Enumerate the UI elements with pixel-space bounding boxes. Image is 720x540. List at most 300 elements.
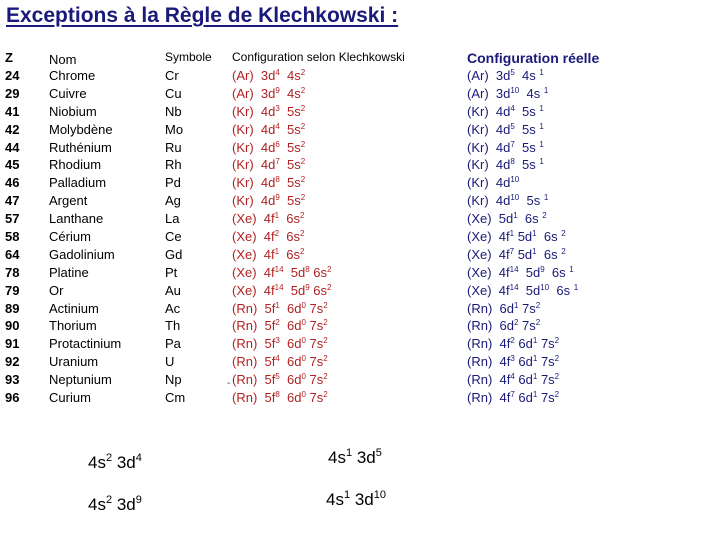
klechkowski-config xyxy=(232,317,331,335)
orbital-text: 5s xyxy=(514,157,540,173)
atomic-number: 45 xyxy=(5,157,20,173)
orbital-exponent: 2 xyxy=(300,85,306,95)
real-config xyxy=(467,371,578,389)
orbital-exponent: 0 xyxy=(301,354,306,364)
atomic-number: 91 xyxy=(5,336,20,352)
element-name: Or xyxy=(49,282,64,298)
orbital-exponent: 1 xyxy=(539,121,544,131)
orbital-exponent: 14 xyxy=(509,282,519,292)
config-exponent: 2 xyxy=(105,452,113,464)
orbital-text: 6d xyxy=(279,390,302,406)
klechkowski-config xyxy=(232,103,331,121)
element-name: Neptunium xyxy=(49,372,112,388)
orbital-text: 5s xyxy=(279,103,301,119)
orbital-text: 7s xyxy=(305,300,324,316)
real-config xyxy=(467,139,578,157)
real-config xyxy=(467,103,578,121)
orbital-text: 4s xyxy=(514,68,540,83)
element-name: Chrome xyxy=(49,68,96,83)
header-z: Z xyxy=(5,50,13,65)
orbital-exponent: 2 xyxy=(300,139,306,149)
orbital-exponent: 0 xyxy=(301,390,306,400)
orbital-exponent: 8 xyxy=(275,390,280,400)
element-name: Cuivre xyxy=(49,85,87,101)
orbital-exponent: 2 xyxy=(510,336,515,346)
config-base: 4s xyxy=(88,453,106,472)
orbital-text: (Rn) 5f xyxy=(232,372,276,388)
orbital-text: (Kr) 4d xyxy=(467,139,511,155)
orbital-text: (Kr) 4d xyxy=(232,139,276,155)
orbital-text: 5d xyxy=(283,282,306,298)
orbital-text: (Xe) 4f xyxy=(232,229,275,245)
column-reelle xyxy=(467,67,578,407)
orbital-text: 6d xyxy=(279,318,302,334)
orbital-exponent: 4 xyxy=(275,354,280,364)
real-config xyxy=(467,85,578,103)
orbital-exponent: 2 xyxy=(327,264,332,274)
orbital-exponent: 1 xyxy=(532,336,538,346)
real-config xyxy=(467,121,578,139)
orbital-text: 5d xyxy=(283,264,306,280)
orbital-text: 5d xyxy=(514,229,533,245)
atomic-number: 29 xyxy=(5,85,20,101)
orbital-exponent: 14 xyxy=(509,264,519,274)
orbital-exponent: 4 xyxy=(510,103,515,113)
orbital-exponent: 2 xyxy=(274,229,280,239)
column-z xyxy=(5,67,19,407)
orbital-text: 5s xyxy=(279,193,301,209)
orbital-exponent: 2 xyxy=(542,211,547,221)
config-exponent: 5 xyxy=(375,447,382,459)
orbital-exponent: 0 xyxy=(301,336,306,346)
klechkowski-config xyxy=(232,335,331,353)
orbital-exponent: 10 xyxy=(540,282,550,292)
atomic-number: 96 xyxy=(5,390,20,406)
orbital-text: 7s xyxy=(537,390,555,406)
orbital-text: (Kr) 4d xyxy=(232,157,276,173)
orbital-exponent: 6 xyxy=(275,139,280,149)
element-name: Thorium xyxy=(49,318,97,334)
klechkowski-config xyxy=(232,264,331,282)
real-config xyxy=(467,210,578,228)
orbital-exponent: 1 xyxy=(275,300,280,310)
orbital-exponent: 2 xyxy=(513,318,519,328)
orbital-exponent: 8 xyxy=(275,175,280,185)
element-symbol: Mo xyxy=(165,121,184,137)
orbital-text: (Xe) 4f xyxy=(467,229,510,245)
orbital-text: (Kr) 4d xyxy=(467,121,511,137)
orbital-exponent: 1 xyxy=(543,193,549,203)
element-symbol: Pa xyxy=(165,336,181,352)
orbital-exponent: 5 xyxy=(275,372,280,382)
element-symbol: Pd xyxy=(165,175,181,191)
atomic-number: 79 xyxy=(5,282,20,298)
element-name: Lanthane xyxy=(49,211,104,227)
orbital-exponent: 2 xyxy=(554,336,560,346)
orbital-exponent: 3 xyxy=(275,336,280,346)
orbital-text: 7s xyxy=(537,336,555,352)
orbital-text: (Rn) 4f xyxy=(467,390,511,406)
header-klechkowski: Configuration selon Klechkowski xyxy=(232,50,405,64)
element-symbol: La xyxy=(165,211,180,227)
element-symbol: Cm xyxy=(165,390,186,406)
orbital-text: (Xe) 4f xyxy=(232,264,275,280)
orbital-exponent: 9 xyxy=(275,193,280,203)
orbital-exponent: 1 xyxy=(532,390,538,400)
orbital-exponent: 2 xyxy=(554,390,560,400)
element-symbol: Cr xyxy=(165,68,179,83)
orbital-text: 6s xyxy=(279,246,301,262)
orbital-text: 7s xyxy=(305,354,324,370)
orbital-exponent: 1 xyxy=(513,211,518,221)
orbital-text: (Kr) 4d xyxy=(232,193,276,209)
config-exponent: 2 xyxy=(105,494,113,506)
orbital-text: (Xe) 4f xyxy=(232,246,275,262)
real-config xyxy=(467,228,578,246)
config-base: 3d xyxy=(112,453,136,472)
element-name: Actinium xyxy=(49,300,99,316)
klechkowski-config xyxy=(232,192,331,210)
header-reelle: Configuration réelle xyxy=(467,50,600,66)
real-config xyxy=(467,282,578,300)
orbital-text: (Ar) 3d xyxy=(232,68,276,83)
element-name: Molybdène xyxy=(49,121,113,137)
orbital-exponent: 2 xyxy=(535,300,541,310)
element-name: Niobium xyxy=(49,103,97,119)
orbital-exponent: 1 xyxy=(274,246,280,256)
orbital-text: 5s xyxy=(279,157,301,173)
orbital-exponent: 10 xyxy=(510,193,520,203)
orbital-text: (Ar) 3d xyxy=(232,85,276,101)
element-name: Cérium xyxy=(49,229,91,245)
orbital-exponent: 4 xyxy=(510,372,515,382)
column-klechkowski xyxy=(232,67,331,407)
orbital-exponent: 10 xyxy=(510,175,520,185)
orbital-text: 6d xyxy=(514,372,533,388)
real-config xyxy=(467,174,578,192)
orbital-exponent: 0 xyxy=(301,318,306,328)
element-name: Rhodium xyxy=(49,157,102,173)
element-name: Protactinium xyxy=(49,336,122,352)
atomic-number: 42 xyxy=(5,121,20,137)
orbital-text: 7s xyxy=(305,372,324,388)
klechkowski-config xyxy=(232,174,331,192)
orbital-exponent: 8 xyxy=(305,264,310,274)
orbital-exponent: 2 xyxy=(300,157,306,167)
column-nom xyxy=(49,67,121,407)
orbital-text: 7s xyxy=(305,390,324,406)
real-config xyxy=(467,264,578,282)
orbital-text: (Rn) 5f xyxy=(232,336,276,352)
orbital-exponent: 5 xyxy=(510,121,515,131)
orbital-exponent: 0 xyxy=(301,372,306,382)
orbital-text: (Ar) 3d xyxy=(467,85,511,101)
orbital-text: (Rn) 5f xyxy=(232,318,276,334)
orbital-text: 6s xyxy=(309,282,328,298)
orbital-text: 5d xyxy=(518,264,541,280)
config-label-2 xyxy=(328,448,382,468)
atomic-number: 92 xyxy=(5,354,20,370)
orbital-text: 6d xyxy=(279,372,302,388)
klechkowski-config xyxy=(232,246,331,264)
orbital-exponent: 1 xyxy=(532,372,538,382)
orbital-exponent: 2 xyxy=(323,390,328,400)
element-symbol: Cu xyxy=(165,85,182,101)
real-config xyxy=(467,246,578,264)
orbital-exponent: 2 xyxy=(300,246,305,256)
page-title: Exceptions à la Règle de Klechkowski : xyxy=(6,4,399,27)
atomic-number: 24 xyxy=(5,68,20,83)
real-config xyxy=(467,389,578,407)
atomic-number: 47 xyxy=(5,193,20,209)
orbital-exponent: 2 xyxy=(323,300,328,310)
element-name: Uranium xyxy=(49,354,99,370)
orbital-text: 6s xyxy=(279,229,301,245)
orbital-exponent: 2 xyxy=(300,121,306,131)
orbital-text: 6s xyxy=(536,229,562,245)
orbital-text: 7s xyxy=(518,300,536,316)
orbital-text: (Kr) 4d xyxy=(232,103,276,119)
orbital-exponent: 2 xyxy=(323,354,328,364)
orbital-text: 5d xyxy=(518,282,541,298)
orbital-exponent: 1 xyxy=(532,246,537,256)
config-label-4 xyxy=(326,490,386,510)
orbital-text: (Kr) 4d xyxy=(467,193,511,209)
atomic-number: 57 xyxy=(5,211,20,227)
element-symbol: Ag xyxy=(165,193,181,209)
orbital-exponent: 9 xyxy=(305,282,310,292)
element-symbol: Rh xyxy=(165,157,182,173)
config-label-3 xyxy=(88,495,142,515)
orbital-text: 7s xyxy=(537,372,555,388)
element-symbol: Th xyxy=(165,318,181,334)
orbital-exponent: 2 xyxy=(300,68,306,77)
orbital-exponent: 2 xyxy=(300,103,306,113)
real-config xyxy=(467,192,578,210)
orbital-exponent: 2 xyxy=(535,318,541,328)
orbital-text: 7s xyxy=(518,318,536,334)
config-exponent: 4 xyxy=(135,452,142,464)
klechkowski-config xyxy=(232,300,331,318)
klechkowski-config xyxy=(232,389,331,407)
orbital-exponent: 7 xyxy=(509,246,515,256)
stray-marker: - xyxy=(227,378,231,389)
orbital-text: 5s xyxy=(514,139,540,155)
element-symbol: U xyxy=(165,354,175,370)
header-nom: Nom xyxy=(49,52,77,67)
orbital-exponent: 7 xyxy=(510,390,515,400)
orbital-text: 6s xyxy=(517,211,543,227)
orbital-text: 7s xyxy=(305,318,324,334)
orbital-text: 5s xyxy=(279,139,301,155)
orbital-text: 6d xyxy=(514,336,533,352)
orbital-exponent: 2 xyxy=(554,372,560,382)
orbital-exponent: 2 xyxy=(323,336,328,346)
orbital-text: 5s xyxy=(279,121,301,137)
klechkowski-config xyxy=(232,121,331,139)
orbital-text: 5s xyxy=(519,193,544,209)
column-symbole xyxy=(165,67,185,407)
orbital-text: (Xe) 4f xyxy=(467,264,510,280)
orbital-text: (Kr) 4d xyxy=(232,175,276,191)
orbital-text: 6s xyxy=(544,264,570,280)
element-symbol: Gd xyxy=(165,246,183,262)
config-exponent: 1 xyxy=(343,489,351,501)
element-name: Palladium xyxy=(49,175,107,191)
orbital-exponent: 8 xyxy=(510,157,515,167)
orbital-exponent: 1 xyxy=(569,264,574,274)
orbital-exponent: 7 xyxy=(510,139,515,149)
orbital-text: 6s xyxy=(549,282,574,298)
orbital-exponent: 2 xyxy=(300,211,305,221)
atomic-number: 44 xyxy=(5,139,20,155)
orbital-exponent: 2 xyxy=(554,354,560,364)
orbital-text: (Rn) 5f xyxy=(232,300,276,316)
orbital-text: (Xe) 4f xyxy=(232,211,275,227)
config-exponent: 10 xyxy=(373,489,386,501)
orbital-exponent: 1 xyxy=(573,282,579,292)
config-exponent: 9 xyxy=(135,494,142,506)
orbital-text: 5d xyxy=(514,246,533,262)
orbital-exponent: 14 xyxy=(274,282,284,292)
orbital-exponent: 1 xyxy=(539,157,544,167)
element-name: Platine xyxy=(49,264,89,280)
orbital-text: 6d xyxy=(514,390,533,406)
klechkowski-config xyxy=(232,156,331,174)
orbital-text: (Rn) 5f xyxy=(232,390,276,406)
klechkowski-config xyxy=(232,67,331,85)
orbital-text: (Xe) 5d xyxy=(467,211,514,227)
orbital-exponent: 1 xyxy=(532,354,538,364)
element-symbol: Pt xyxy=(165,264,178,280)
config-base: 4s xyxy=(326,490,344,509)
klechkowski-config xyxy=(232,282,331,300)
orbital-exponent: 1 xyxy=(539,139,544,149)
orbital-text: 5s xyxy=(514,103,540,119)
orbital-text: (Rn) 6d xyxy=(467,318,514,334)
orbital-text: (Rn) 6d xyxy=(467,300,514,316)
orbital-text: 5s xyxy=(279,175,301,191)
orbital-exponent: 2 xyxy=(275,318,280,328)
orbital-exponent: 1 xyxy=(532,229,537,239)
orbital-text: (Rn) 4f xyxy=(467,372,511,388)
klechkowski-config xyxy=(232,371,331,389)
orbital-text: 6d xyxy=(514,354,533,370)
config-base: 4s xyxy=(88,495,106,514)
orbital-text: (Xe) 4f xyxy=(467,282,510,298)
element-name: Argent xyxy=(49,193,88,209)
config-label-1 xyxy=(88,453,142,473)
orbital-text: 7s xyxy=(305,336,324,352)
config-base: 3d xyxy=(350,490,374,509)
orbital-exponent: 10 xyxy=(510,85,520,95)
orbital-exponent: 3 xyxy=(275,103,280,113)
orbital-exponent: 2 xyxy=(561,229,566,239)
orbital-exponent: 1 xyxy=(543,85,549,95)
atomic-number: 93 xyxy=(5,372,20,388)
orbital-text: 6d xyxy=(279,354,302,370)
klechkowski-config xyxy=(232,85,331,103)
orbital-exponent: 2 xyxy=(300,175,306,185)
atomic-number: 41 xyxy=(5,103,20,119)
orbital-exponent: 5 xyxy=(510,68,515,77)
orbital-text: 6d xyxy=(279,336,302,352)
orbital-exponent: 4 xyxy=(275,121,280,131)
header-symbole: Symbole xyxy=(165,50,212,64)
orbital-text: (Kr) 4d xyxy=(467,175,511,191)
orbital-text: 5s xyxy=(514,121,540,137)
orbital-text: 4s xyxy=(279,68,301,83)
klechkowski-config xyxy=(232,228,331,246)
config-base: 3d xyxy=(112,495,136,514)
orbital-text: 4s xyxy=(519,85,544,101)
element-symbol: Nb xyxy=(165,103,182,119)
orbital-exponent: 3 xyxy=(510,354,515,364)
real-config xyxy=(467,353,578,371)
klechkowski-config xyxy=(232,353,331,371)
orbital-text: 7s xyxy=(537,354,555,370)
atomic-number: 78 xyxy=(5,264,20,280)
orbital-exponent: 1 xyxy=(539,68,544,77)
config-base: 3d xyxy=(352,448,376,467)
orbital-exponent: 0 xyxy=(301,300,306,310)
element-name: Gadolinium xyxy=(49,246,115,262)
real-config xyxy=(467,317,578,335)
orbital-exponent: 1 xyxy=(274,211,280,221)
orbital-exponent: 2 xyxy=(327,282,332,292)
orbital-exponent: 2 xyxy=(323,318,328,328)
orbital-exponent: 4 xyxy=(275,68,280,77)
element-symbol: Np xyxy=(165,372,182,388)
real-config xyxy=(467,300,578,318)
klechkowski-config xyxy=(232,139,331,157)
orbital-text: (Rn) 4f xyxy=(467,336,511,352)
atomic-number: 58 xyxy=(5,229,20,245)
orbital-exponent: 9 xyxy=(275,85,280,95)
atomic-number: 46 xyxy=(5,175,20,191)
orbital-exponent: 2 xyxy=(300,229,305,239)
orbital-exponent: 1 xyxy=(509,229,515,239)
element-symbol: Ac xyxy=(165,300,181,316)
orbital-text: (Rn) 5f xyxy=(232,354,276,370)
orbital-text: (Kr) 4d xyxy=(232,121,276,137)
orbital-text: 4s xyxy=(279,85,301,101)
orbital-text: (Xe) 4f xyxy=(232,282,275,298)
element-symbol: Ru xyxy=(165,139,182,155)
orbital-text: (Rn) 4f xyxy=(467,354,511,370)
config-base: 4s xyxy=(328,448,346,467)
orbital-text: (Kr) 4d xyxy=(467,157,511,173)
atomic-number: 90 xyxy=(5,318,20,334)
real-config xyxy=(467,67,578,85)
orbital-text: 6d xyxy=(279,300,302,316)
orbital-exponent: 7 xyxy=(275,157,280,167)
element-symbol: Au xyxy=(165,282,181,298)
orbital-text: (Xe) 4f xyxy=(467,246,510,262)
orbital-exponent: 2 xyxy=(561,246,566,256)
orbital-exponent: 2 xyxy=(323,372,328,382)
atomic-number: 89 xyxy=(5,300,20,316)
orbital-exponent: 1 xyxy=(539,103,544,113)
element-name: Curium xyxy=(49,390,91,406)
real-config xyxy=(467,335,578,353)
orbital-exponent: 14 xyxy=(274,264,284,274)
orbital-text: (Kr) 4d xyxy=(467,103,511,119)
orbital-text: 6s xyxy=(309,264,328,280)
atomic-number: 64 xyxy=(5,246,20,262)
real-config xyxy=(467,156,578,174)
orbital-text: (Ar) 3d xyxy=(467,68,511,83)
